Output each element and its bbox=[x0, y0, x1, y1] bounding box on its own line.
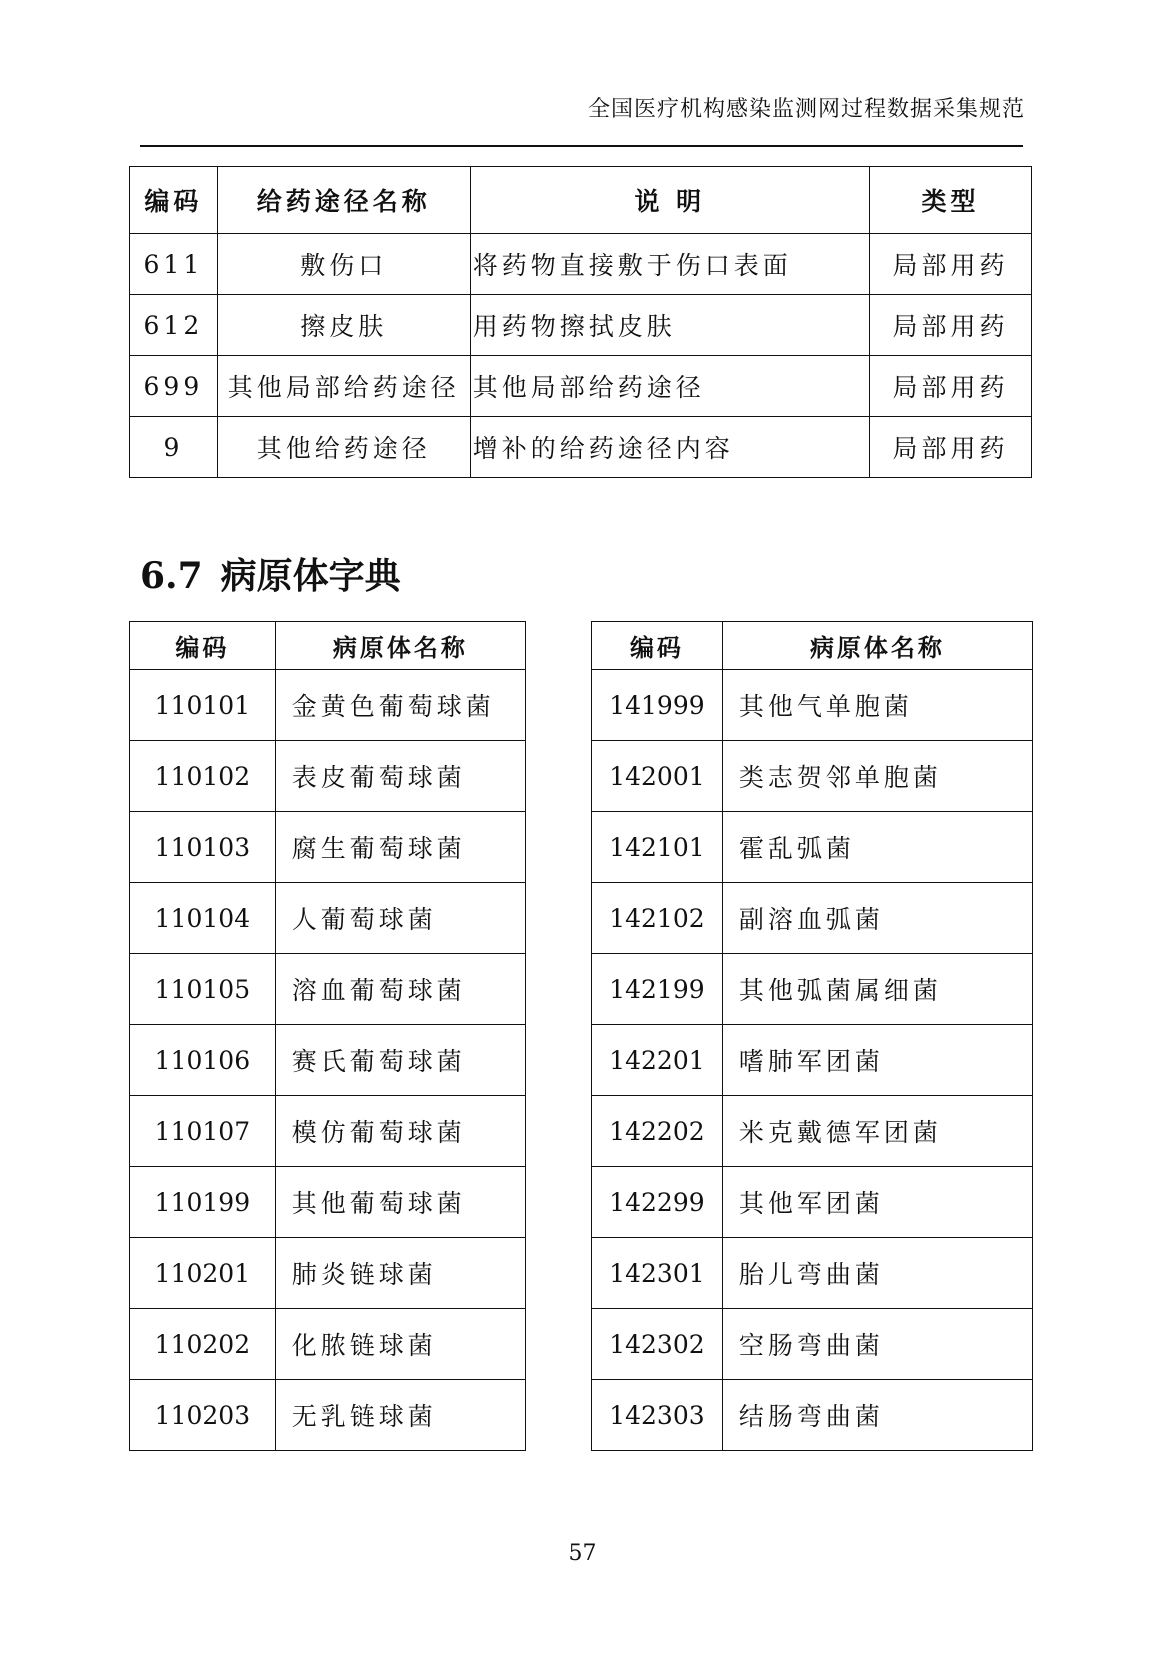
pathogen-code: 142199 bbox=[592, 954, 723, 1025]
pathogen-code: 142299 bbox=[592, 1167, 723, 1238]
page-number: 57 bbox=[568, 1541, 597, 1566]
pathogen-name: 米克戴德军团菌 bbox=[722, 1096, 1032, 1167]
section-number: 6.7 bbox=[140, 555, 203, 597]
pathogen-name: 结肠弯曲菌 bbox=[722, 1380, 1032, 1451]
route-type: 局部用药 bbox=[869, 234, 1031, 295]
pathogen-name: 嗜肺军团菌 bbox=[722, 1025, 1032, 1096]
route-desc: 用药物擦拭皮肤 bbox=[470, 295, 869, 356]
pathogen-code: 142301 bbox=[592, 1238, 723, 1309]
pathogen-name: 其他气单胞菌 bbox=[722, 670, 1032, 741]
pathogen-code: 110104 bbox=[130, 883, 276, 954]
pathogen-header-code: 编码 bbox=[592, 622, 723, 670]
pathogen-name: 类志贺邻单胞菌 bbox=[722, 741, 1032, 812]
table-row bbox=[592, 1096, 1033, 1167]
route-header-desc: 说 明 bbox=[470, 167, 869, 234]
table-row bbox=[130, 741, 526, 812]
pathogen-code: 142001 bbox=[592, 741, 723, 812]
route-code: 699 bbox=[130, 356, 218, 417]
pathogen-code: 142101 bbox=[592, 812, 723, 883]
table-row bbox=[592, 1380, 1033, 1451]
route-name: 其他给药途径 bbox=[217, 417, 470, 478]
table-row bbox=[592, 1309, 1033, 1380]
pathogen-code: 110107 bbox=[130, 1096, 276, 1167]
table-row bbox=[592, 812, 1033, 883]
route-desc: 增补的给药途径内容 bbox=[470, 417, 869, 478]
pathogen-name: 空肠弯曲菌 bbox=[722, 1309, 1032, 1380]
table-row bbox=[592, 1238, 1033, 1309]
table-row bbox=[592, 1167, 1033, 1238]
pathogen-header-name: 病原体名称 bbox=[275, 622, 525, 670]
table-row bbox=[592, 670, 1033, 741]
table-row bbox=[130, 356, 1032, 417]
pathogen-code: 110203 bbox=[130, 1380, 276, 1451]
pathogen-name: 其他葡萄球菌 bbox=[275, 1167, 525, 1238]
table-row bbox=[130, 670, 526, 741]
pathogen-name: 其他军团菌 bbox=[722, 1167, 1032, 1238]
route-code: 612 bbox=[130, 295, 218, 356]
table-row bbox=[130, 883, 526, 954]
pathogen-code: 141999 bbox=[592, 670, 723, 741]
pathogen-code: 110106 bbox=[130, 1025, 276, 1096]
pathogen-name: 腐生葡萄球菌 bbox=[275, 812, 525, 883]
route-header-name: 给药途径名称 bbox=[217, 167, 470, 234]
pathogen-right-header-row bbox=[592, 622, 1033, 670]
pathogen-name: 表皮葡萄球菌 bbox=[275, 741, 525, 812]
table-row bbox=[592, 954, 1033, 1025]
pathogen-header-code: 编码 bbox=[130, 622, 276, 670]
pathogen-code: 142202 bbox=[592, 1096, 723, 1167]
pathogen-code: 110103 bbox=[130, 812, 276, 883]
route-code: 9 bbox=[130, 417, 218, 478]
route-type: 局部用药 bbox=[869, 417, 1031, 478]
pathogen-code: 142303 bbox=[592, 1380, 723, 1451]
route-code: 611 bbox=[130, 234, 218, 295]
route-table bbox=[129, 166, 1032, 478]
running-header: 全国医疗机构感染监测网过程数据采集规范 bbox=[587, 97, 1025, 122]
table-row bbox=[130, 1096, 526, 1167]
table-row bbox=[130, 954, 526, 1025]
route-name: 敷伤口 bbox=[217, 234, 470, 295]
pathogen-header-name: 病原体名称 bbox=[722, 622, 1032, 670]
route-name: 其他局部给药途径 bbox=[217, 356, 470, 417]
section-title: 病原体字典 bbox=[220, 555, 401, 597]
table-row bbox=[130, 1380, 526, 1451]
route-desc: 其他局部给药途径 bbox=[470, 356, 869, 417]
table-row bbox=[130, 1309, 526, 1380]
pathogen-name: 其他弧菌属细菌 bbox=[722, 954, 1032, 1025]
pathogen-name: 人葡萄球菌 bbox=[275, 883, 525, 954]
header-rule bbox=[140, 145, 1023, 147]
route-desc: 将药物直接敷于伤口表面 bbox=[470, 234, 869, 295]
pathogen-table-left bbox=[129, 621, 526, 1451]
table-row bbox=[592, 883, 1033, 954]
table-row bbox=[130, 417, 1032, 478]
table-row bbox=[130, 295, 1032, 356]
pathogen-name: 金黄色葡萄球菌 bbox=[275, 670, 525, 741]
table-row bbox=[130, 234, 1032, 295]
pathogen-name: 肺炎链球菌 bbox=[275, 1238, 525, 1309]
pathogen-code: 110101 bbox=[130, 670, 276, 741]
pathogen-name: 副溶血弧菌 bbox=[722, 883, 1032, 954]
table-row bbox=[130, 1167, 526, 1238]
pathogen-left-header-row bbox=[130, 622, 526, 670]
route-type: 局部用药 bbox=[869, 356, 1031, 417]
route-table-header-row bbox=[130, 167, 1032, 234]
pathogen-code: 142102 bbox=[592, 883, 723, 954]
route-name: 擦皮肤 bbox=[217, 295, 470, 356]
route-header-type: 类型 bbox=[869, 167, 1031, 234]
pathogen-name: 模仿葡萄球菌 bbox=[275, 1096, 525, 1167]
route-type: 局部用药 bbox=[869, 295, 1031, 356]
table-row bbox=[130, 1025, 526, 1096]
table-row bbox=[130, 812, 526, 883]
pathogen-code: 110202 bbox=[130, 1309, 276, 1380]
route-header-code: 编码 bbox=[130, 167, 218, 234]
pathogen-name: 霍乱弧菌 bbox=[722, 812, 1032, 883]
pathogen-code: 110105 bbox=[130, 954, 276, 1025]
table-row bbox=[130, 1238, 526, 1309]
pathogen-code: 110102 bbox=[130, 741, 276, 812]
pathogen-code: 142201 bbox=[592, 1025, 723, 1096]
pathogen-code: 142302 bbox=[592, 1309, 723, 1380]
pathogen-name: 溶血葡萄球菌 bbox=[275, 954, 525, 1025]
pathogen-code: 110201 bbox=[130, 1238, 276, 1309]
table-row bbox=[592, 741, 1033, 812]
table-row bbox=[592, 1025, 1033, 1096]
pathogen-name: 赛氏葡萄球菌 bbox=[275, 1025, 525, 1096]
section-heading bbox=[140, 548, 401, 599]
pathogen-name: 胎儿弯曲菌 bbox=[722, 1238, 1032, 1309]
pathogen-name: 无乳链球菌 bbox=[275, 1380, 525, 1451]
pathogen-name: 化脓链球菌 bbox=[275, 1309, 525, 1380]
pathogen-code: 110199 bbox=[130, 1167, 276, 1238]
pathogen-table-right bbox=[591, 621, 1033, 1451]
